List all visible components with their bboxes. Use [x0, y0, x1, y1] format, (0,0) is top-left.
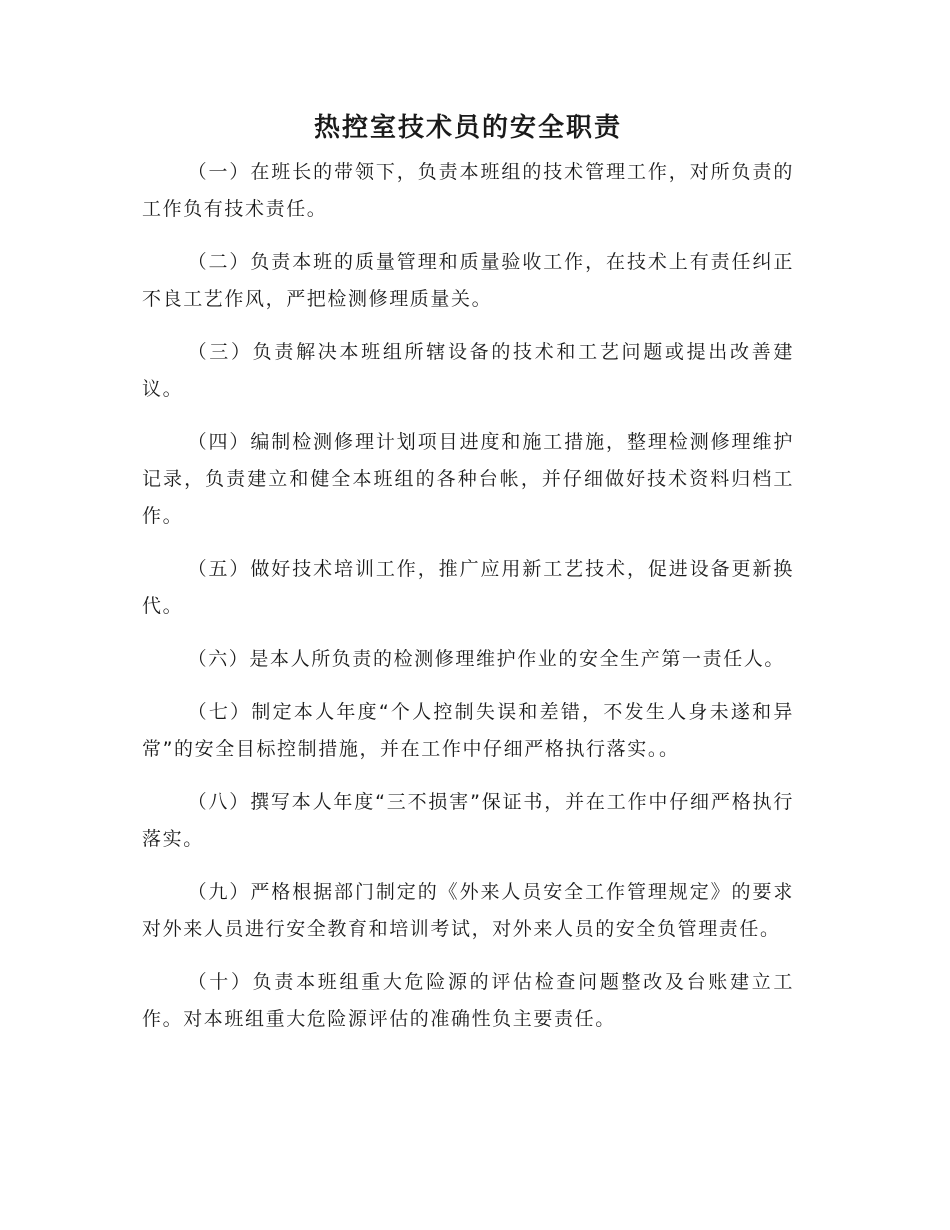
document-title: 热控室技术员的安全职责 — [313, 113, 622, 143]
paragraph-4: （四）编制检测修理计划项目进度和施工措施，整理检测修理维护记录，负责建立和健全本班组的各种台帐，并仔细做好技术资料归档工作。 — [142, 431, 794, 527]
document-page — [142, 108, 794, 1054]
paragraph-7: （七）制定本人年度“个人控制失误和差错，不发生人身未遂和异常”的安全目标控制措施，并在工作中仔细严格执行落实。。 — [142, 701, 794, 760]
paragraph-3: （三）负责解决本班组所辖设备的技术和工艺问题或提出改善建议。 — [142, 341, 794, 400]
paragraph-5: （五）做好技术培训工作，推广应用新工艺技术，促进设备更新换代。 — [142, 558, 794, 617]
paragraph-8: （八）撰写本人年度“三不损害”保证书，并在工作中仔细严格执行落实。 — [142, 791, 794, 850]
paragraph-2: （二）负责本班的质量管理和质量验收工作，在技术上有责任纠正不良工艺作风，严把检测修理质量关。 — [142, 251, 794, 310]
paragraph-6: （六）是本人所负责的检测修理维护作业的安全生产第一责任人。 — [187, 648, 785, 670]
paragraph-9: （九）严格根据部门制定的《外来人员安全工作管理规定》的要求对外来人员进行安全教育和培训考试，对外来人员的安全负管理责任。 — [142, 881, 794, 940]
paragraph-1: （一）在班长的带领下，负责本班组的技术管理工作，对所负责的工作负有技术责任。 — [142, 161, 794, 220]
paragraph-10: （十）负责本班组重大危险源的评估检查问题整改及台账建立工作。对本班组重大危险源评估的准确性负主要责任。 — [142, 971, 794, 1030]
